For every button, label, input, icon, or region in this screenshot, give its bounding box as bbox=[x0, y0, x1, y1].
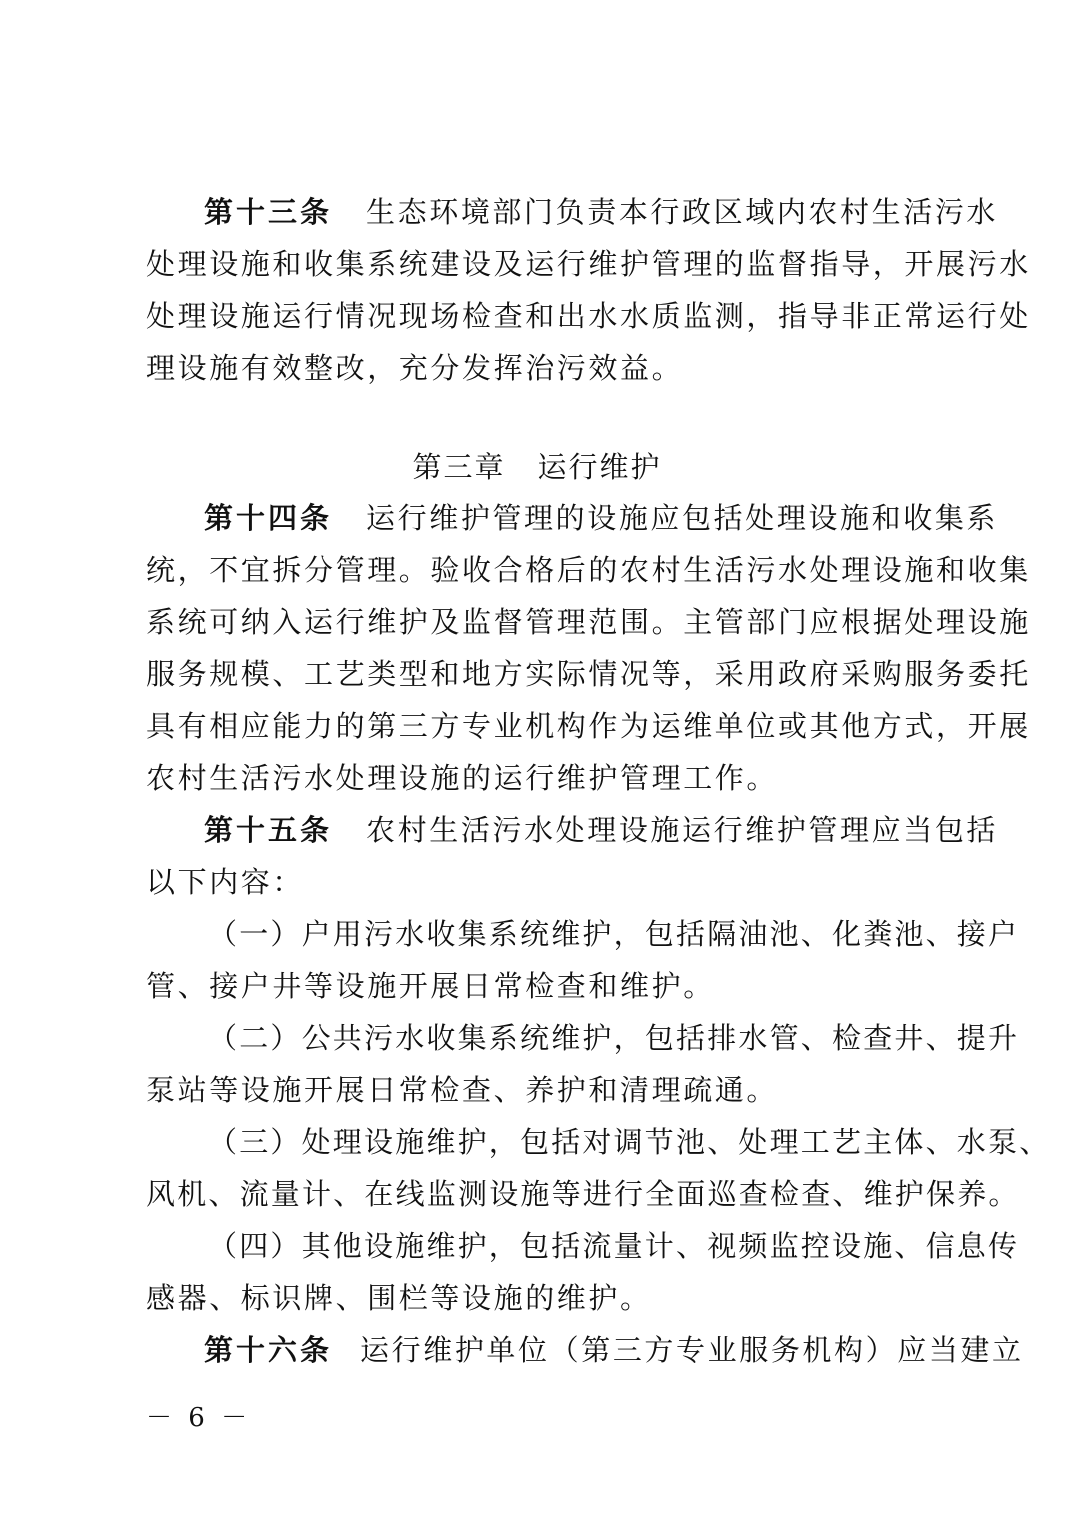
article-15-line-2: 以下内容： bbox=[146, 865, 305, 899]
article-13-number: 第十三条 bbox=[204, 195, 333, 229]
list-item-4-line-1: （四）其他设施维护，包括流量计、视频监控设施、信息传 bbox=[208, 1229, 1020, 1263]
article-13-text: 生态环境部门负责本行政区域内农村生活污水 bbox=[366, 195, 999, 229]
article-13-line-1 bbox=[146, 186, 999, 238]
list-item-3-line-2: 风机、流量计、在线监测设施等进行全面巡查检查、维护保养。 bbox=[146, 1177, 1020, 1211]
article-16-number: 第十六条 bbox=[204, 1333, 333, 1367]
article-14-line-6: 农村生活污水处理设施的运行维护管理工作。 bbox=[146, 761, 779, 795]
list-item-2-line-1: （二）公共污水收集系统维护，包括排水管、检查井、提升 bbox=[208, 1021, 1020, 1055]
article-14-line-1 bbox=[146, 492, 999, 544]
article-13-line-4: 理设施有效整改，充分发挥治污效益。 bbox=[146, 351, 684, 385]
article-14-line-4: 服务规模、工艺类型和地方实际情况等，采用政府采购服务委托 bbox=[146, 657, 1031, 691]
article-16-line-1 bbox=[146, 1324, 1024, 1376]
list-item-1-line-2: 管、接户井等设施开展日常检查和维护。 bbox=[146, 969, 715, 1003]
chapter-title: 运行维护 bbox=[537, 450, 662, 484]
page-number: － 6 － bbox=[146, 1403, 252, 1433]
article-14-number: 第十四条 bbox=[204, 501, 333, 535]
article-13-line-3: 处理设施运行情况现场检查和出水水质监测，指导非正常运行处 bbox=[146, 299, 1031, 333]
chapter-number: 第三章 bbox=[412, 450, 506, 484]
list-item-2-line-2: 泵站等设施开展日常检查、养护和清理疏通。 bbox=[146, 1073, 779, 1107]
article-13-line-2: 处理设施和收集系统建设及运行维护管理的监督指导，开展污水 bbox=[146, 247, 1031, 281]
chapter-heading bbox=[0, 441, 1074, 493]
list-item-3-line-1: （三）处理设施维护，包括对调节池、处理工艺主体、水泵、 bbox=[208, 1125, 1051, 1159]
article-16-text: 运行维护单位（第三方专业服务机构）应当建立 bbox=[360, 1333, 1024, 1367]
article-14-line-5: 具有相应能力的第三方专业机构作为运维单位或其他方式，开展 bbox=[146, 709, 1031, 743]
list-item-4-line-2: 感器、标识牌、围栏等设施的维护。 bbox=[146, 1281, 652, 1315]
article-14-text: 运行维护管理的设施应包括处理设施和收集系 bbox=[366, 501, 999, 535]
list-item-1-line-1: （一）户用污水收集系统维护，包括隔油池、化粪池、接户 bbox=[208, 917, 1020, 951]
article-14-line-3: 系统可纳入运行维护及监督管理范围。主管部门应根据处理设施 bbox=[146, 605, 1031, 639]
article-15-text: 农村生活污水处理设施运行维护管理应当包括 bbox=[366, 813, 999, 847]
article-14-line-2: 统，不宜拆分管理。验收合格后的农村生活污水处理设施和收集 bbox=[146, 553, 1031, 587]
article-15-line-1 bbox=[146, 804, 999, 856]
article-15-number: 第十五条 bbox=[204, 813, 333, 847]
